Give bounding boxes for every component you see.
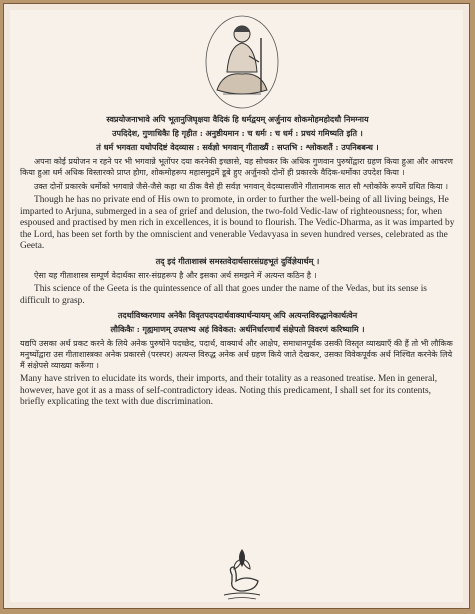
seated-sage-illustration <box>203 12 281 110</box>
verse-1-line-2: उपदिदेश, गुणाधिकैः हि गृहीत : अनुष्ठीयमान : च धर्मः : च धर्म : प्रचयं गमिष्यति इति । <box>112 128 363 138</box>
hindi-translation-4: यद्यपि उसका अर्थ प्रकट करने के लिये अनेक पुरुषोंने पदच्छेद, पदार्थ, वाक्यार्थ और आक्षेप, समाधानपूर्वक उसकी विस्तृत व्याख्याएँ की हैं तो भी लौकिक मनुष्योंद्वारा उस गीताशास्त्रका अनेक प्रकारसे (परस्पर) अत्यन्त विरुद्ध अनेक अर्थ ग्रहण किये जाते देखकर, उसका विवेकपूर्वक अर्थ निश्चित करनेके लिये मैं संक्षेपसे व्याख्या करूँगा । <box>20 339 453 371</box>
verse-3-line-2: लौकिकैः : गृह्यमाणम् उपलभ्य अहं विवेकत: अर्थनिर्धारणार्थं संक्षेपतो विवरणं करिष्यामि । <box>110 324 365 335</box>
hindi-translation-1: अपना कोई प्रयोजन न रहने पर भी भगवान्ने भूतोंपर दया करनेकी इच्छासे, यह सोचकर कि अधिक गुणवान पुरुषोंद्वारा ग्रहण किया हुआ और आचरण किया हुआ धर्म अधिक विस्तारको प्राप्त होगा, शोकमोहरूप महासमुद्रमें डूबे हुए अर्जुनको दोनों ही प्रकारके वैदिक-धर्मोका उपदेश किया । <box>20 157 453 177</box>
verse-2: तद् इदं गीताशास्त्रं समस्तवेदार्थसारसंग्रहभूतं दुर्विज्ञेयार्थम् । <box>155 255 320 266</box>
verse-3-line-1: तदर्थाविष्करणाय अनेकैः विवृतपदपदार्थवाक्यार्थन्यायम् अपि अत्यन्तविरुद्धानेकार्थत्वेन <box>117 310 358 321</box>
page-frame <box>3 3 470 609</box>
hindi-translation-3: ऐसा यह गीताशास्त्र सम्पूर्ण वेदार्थका सार-संग्रहरूप है और इसका अर्थ समझने में अत्यन्त कठिन है । <box>34 270 317 280</box>
hindi-translation-2: उक्त दोनों प्रकारके धर्मोको भगवान्ने जैसे-जैसे कहा था ठीक वैसे ही सर्वज्ञ भगवान् वेदव्यासजीने गीतानामक सात सौ श्लोकोंके रूपमें ग्रथित किया । <box>34 182 449 191</box>
english-translation-3: Many have striven to elucidate its words, their imports, and their totality as a reasoned treatise. Men in general, however, have got it as a mass of self-contradictory ideas. Noting this predicament, I shall set for its contents, briefly explicating the text with due discrimination. <box>20 374 438 408</box>
english-translation-1: Though he has no private end of His own to promote, in order to further the well-being of all living beings, He imparted to Arjuna, submerged in a sea of grief and delusion, the two-fold Vedic-law of righteousness; for, when espoused and practised by men rich in excellences, it is bound to flourish. The Vedic-Dharma, as it was imparted by the Lord, has been set forth by the omniscient and venerable Vedavyasa in seven hundred verses, celebrated as the Geeta. <box>20 195 455 252</box>
scripture-page <box>10 10 463 602</box>
body-text <box>20 114 455 412</box>
english-translation-2: This science of the Geeta is the quintessence of all that goes under the name of the Vedas, but its sense is difficult to grasp. <box>20 283 427 306</box>
verse-1-line-1: स्वप्रयोजनाभावे अपि भूतानुजिघृक्षया वैदिकं हि धर्मद्वयम् अर्जुनाय शोकमोहमहोदधौ निमग्नाय <box>106 114 369 124</box>
swan-lotus-emblem <box>216 545 268 605</box>
verse-1-line-3: तं धर्म भगवता यथोपदिष्टं वेदव्यास : सर्वज्ञो भगवान् गीताख्यैं : सप्तभि : श्लोकशतैं : उपनिबबन्ध । <box>96 142 379 152</box>
